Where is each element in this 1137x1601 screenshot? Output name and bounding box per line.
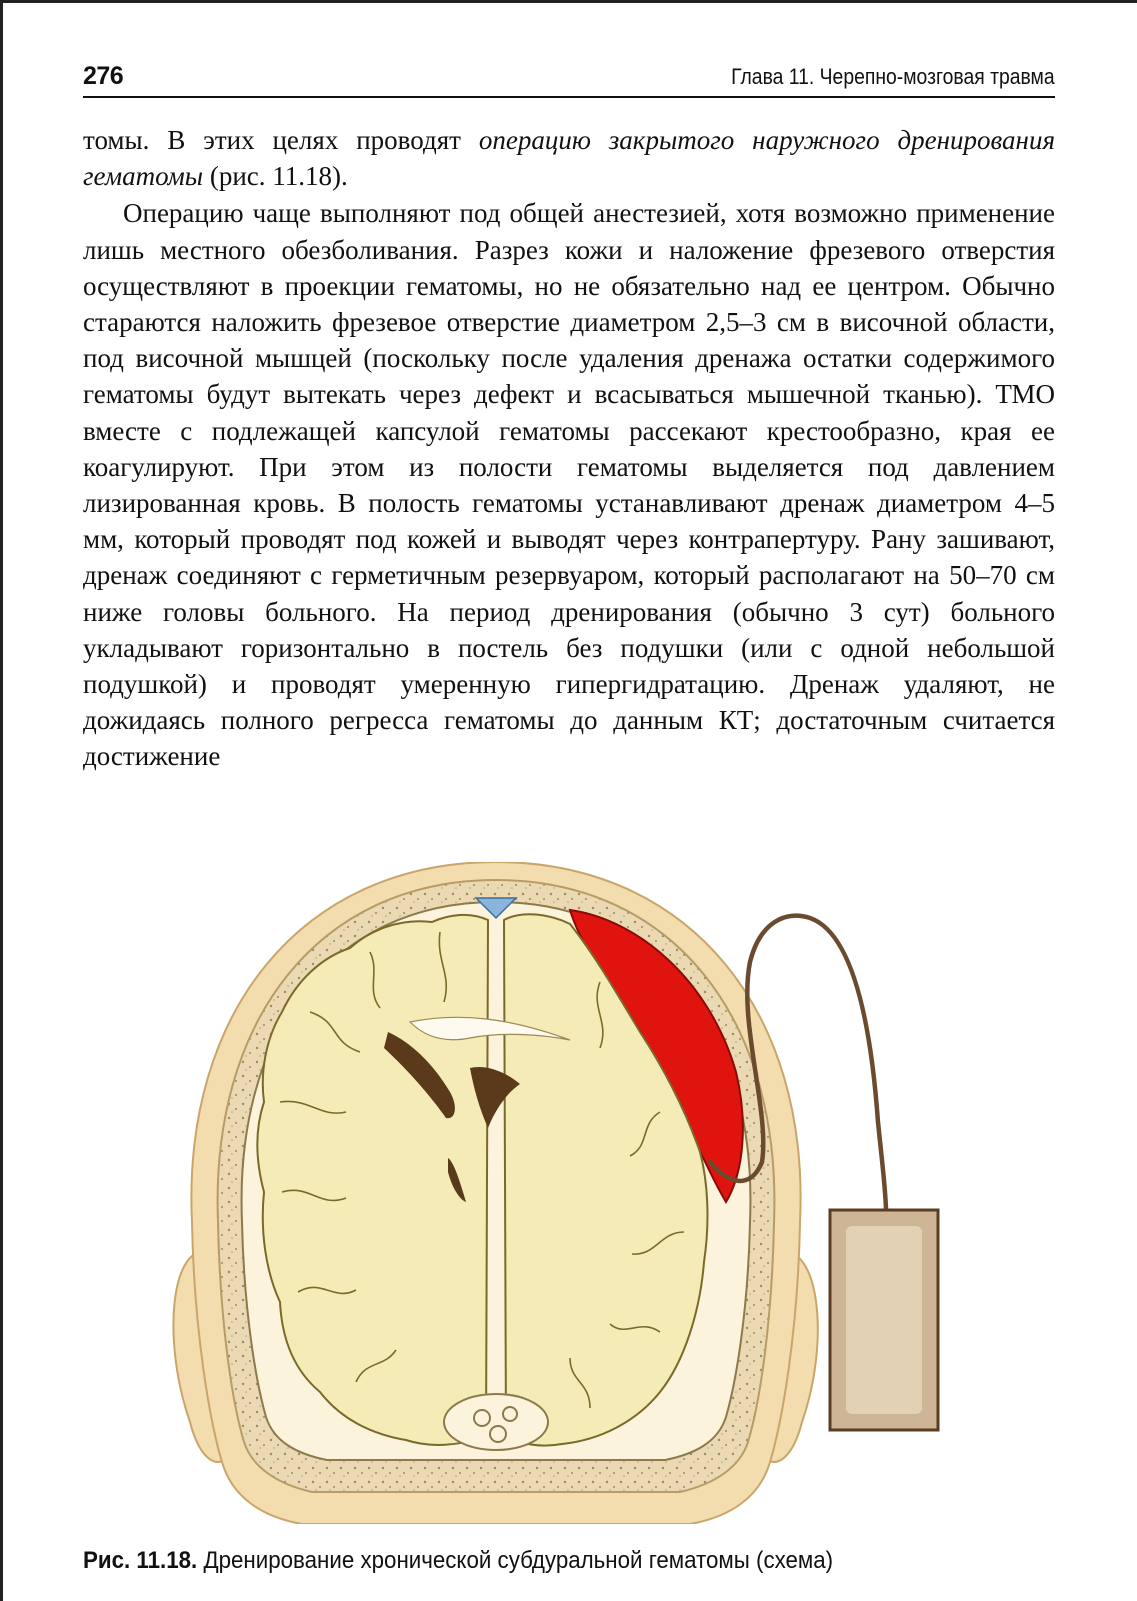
- running-header: [83, 60, 1055, 98]
- figure-caption: [83, 1547, 987, 1575]
- paragraph-1-lead: томы. В этих целях проводят: [83, 125, 479, 155]
- page-frame-top: [0, 0, 1137, 3]
- page-frame-left: [0, 0, 3, 1601]
- chapter-title: Глава 11. Черепно-мозговая травма: [731, 64, 1055, 89]
- caption-label: Рис. 11.18.: [83, 1547, 198, 1574]
- reservoir-highlight: [846, 1226, 922, 1414]
- paragraph-1-emphasis: операцию закрытого наружного дренирования гематомы: [83, 125, 1055, 192]
- body-text: [83, 122, 1055, 775]
- page-number: 276: [83, 62, 124, 90]
- figure-illustration: [170, 862, 990, 1524]
- paragraph-1-tail: (рис. 11.18).: [203, 161, 348, 192]
- caption-text: Дренирование хронической субдуральной гематомы (схема): [197, 1547, 834, 1574]
- paragraph-2: Операцию чаще выполняют под общей анестезией, хотя возможно применение лишь местного обезболивания. Разрез кожи и наложение фрезевого отверстия осуществляют в проекции гематомы, но не обязательно над ее центром. Обычно стараются наложить фрезевое отверстие диаметром 2,5–3 см в височной области, под височной мышцей (поскольку после удаления дренажа остатки содержимого гематомы будут вытекать через дефект и всасываться мышечной тканью). ТМО вместе с подлежащей капсулой гематомы рассекают крестообразно, края ее коагулируют. При этом из полости гематомы выделяется под давлением лизированная кровь. В полость гематомы устанавливают дренаж диаметром 4–5 мм, который проводят под кожей и выводят через контрапертуру. Рану зашивают, дренаж соединяют с герметичным резервуаром, который располагают на 50–70 см ниже головы больного. На период дренирования (обычно 3 сут) больного укладывают горизонтально в постель без подушки (или с одной небольшой подушкой) и проводят умеренную гипергидратацию. Дренаж удаляют, не дожидаясь полного регресса гематомы до данным КТ; достаточным считается достижение: [83, 198, 1055, 772]
- paragraph-1: [83, 122, 1055, 194]
- skull-base-foramina: [444, 1394, 548, 1450]
